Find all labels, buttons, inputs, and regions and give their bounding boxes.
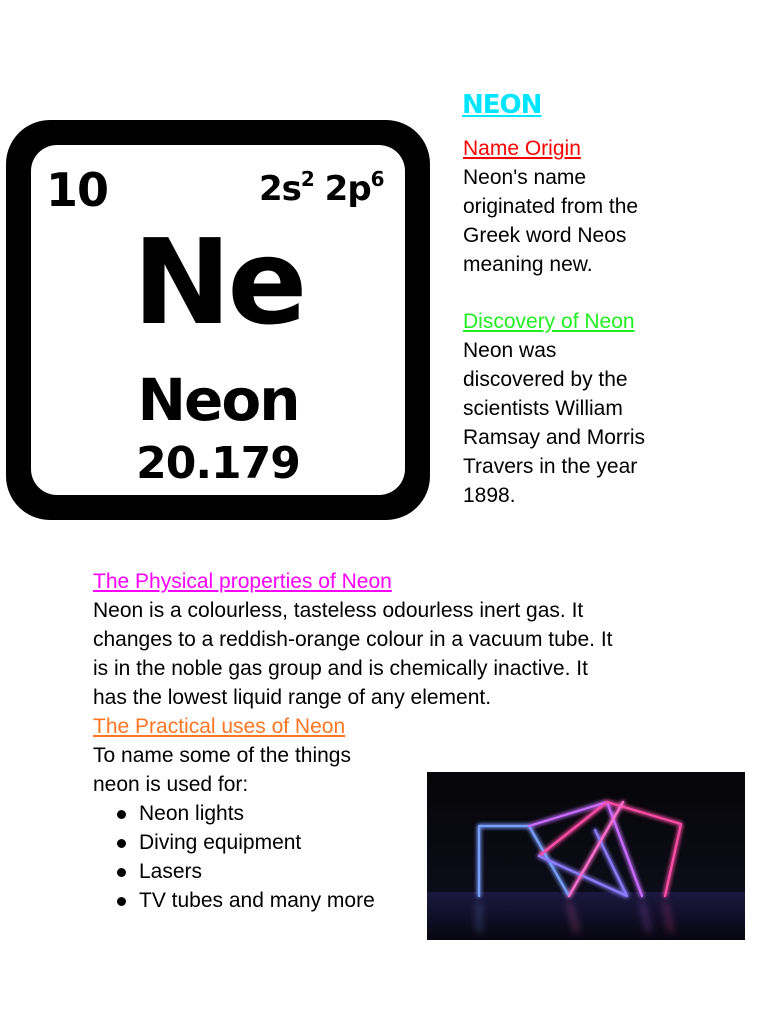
list-item: Lasers: [93, 857, 683, 886]
discovery-line: Neon was: [463, 339, 557, 362]
name-origin-section: [463, 134, 703, 279]
list-item: Diving equipment: [93, 828, 683, 857]
physical-properties-line: changes to a reddish-orange colour in a vacuum tube. It: [93, 628, 613, 651]
config-2p-superscript: 6: [370, 167, 384, 191]
config-2s-superscript: 2: [300, 167, 314, 191]
practical-uses-intro-line: To name some of the things: [93, 744, 351, 767]
discovery-line: discovered by the: [463, 368, 628, 391]
element-name: Neon: [137, 366, 299, 434]
neon-lights-image: [427, 772, 745, 940]
name-origin-line: Greek word Neos: [463, 224, 627, 247]
config-2p: 2p: [324, 169, 371, 209]
element-symbol: Ne: [132, 213, 304, 351]
element-tile-face: [31, 145, 405, 495]
practical-uses-intro-line: neon is used for:: [93, 773, 249, 796]
discovery-line: scientists William: [463, 397, 623, 420]
name-origin-heading: Name Origin: [463, 137, 581, 160]
name-origin-line: Neon's name: [463, 166, 587, 189]
discovery-line: Travers in the year: [463, 455, 638, 478]
atomic-mass: 20.179: [136, 438, 300, 489]
discovery-line: Ramsay and Morris: [463, 426, 646, 449]
list-item: TV tubes and many more: [93, 886, 683, 915]
discovery-line: 1898.: [463, 484, 516, 507]
discovery-heading: Discovery of Neon: [463, 310, 635, 333]
electron-configuration: [259, 167, 384, 209]
element-tile: [6, 120, 430, 520]
practical-uses-heading: The Practical uses of Neon: [93, 715, 346, 738]
physical-properties-heading: The Physical properties of Neon: [93, 570, 392, 593]
name-origin-line: meaning new.: [463, 253, 593, 276]
discovery-section: [463, 307, 703, 510]
physical-properties-line: Neon is a colourless, tasteless odourless inert gas. It: [93, 599, 584, 622]
config-2s: 2s: [259, 169, 301, 209]
physical-properties-line: has the lowest liquid range of any element.: [93, 686, 492, 709]
physical-properties-section: [93, 567, 683, 712]
name-origin-line: originated from the: [463, 195, 639, 218]
physical-properties-line: is in the noble gas group and is chemically inactive. It: [93, 657, 588, 680]
page-title: NEON: [462, 90, 542, 120]
list-item: Neon lights: [93, 799, 683, 828]
atomic-number: 10: [46, 163, 109, 217]
